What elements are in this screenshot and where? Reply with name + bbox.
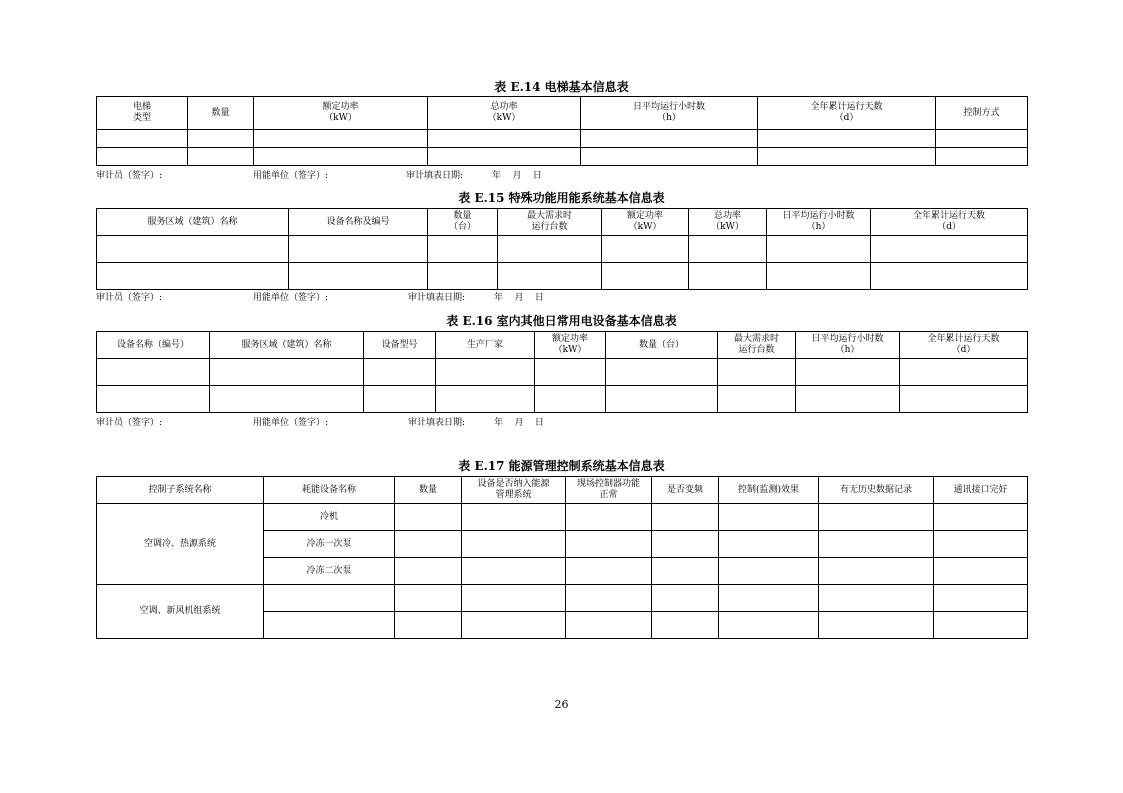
table-e16-title: 表 E.16 室内其他日常用电设备基本信息表 <box>446 314 677 328</box>
data-cell[interactable] <box>819 585 934 612</box>
header-label: 额定功率 （kW） <box>626 211 663 232</box>
header-label: 数量 <box>211 107 230 118</box>
header-cell <box>652 477 719 504</box>
header-cell <box>535 332 606 359</box>
header-label: 控制(监测)效果 <box>737 484 800 495</box>
data-cell[interactable] <box>767 236 871 263</box>
header-cell <box>264 477 395 504</box>
header-label: 设备名称及编号 <box>326 216 390 227</box>
data-cell[interactable] <box>188 130 254 148</box>
data-cell[interactable] <box>395 558 462 585</box>
date-parts: 年 月 日 <box>494 418 544 428</box>
data-cell[interactable] <box>934 504 1028 531</box>
data-cell[interactable] <box>395 612 462 639</box>
header-cell <box>428 209 498 236</box>
data-cell[interactable] <box>566 558 652 585</box>
header-cell <box>395 477 462 504</box>
header-label: 服务区域（建筑）名称 <box>147 216 238 227</box>
header-cell <box>498 209 602 236</box>
header-label: 全年累计运行天数 （d） <box>927 334 1000 355</box>
data-cell[interactable] <box>796 359 900 386</box>
table-row <box>97 263 1028 290</box>
equipment-name-cell: 冷机 <box>264 504 395 531</box>
header-label: 最大需求时 运行台数 <box>526 211 572 232</box>
header-label: 总功率 （kW） <box>487 102 521 123</box>
auditor-label: 审计员（签字）: <box>96 171 163 181</box>
header-label: 耗能设备名称 <box>301 484 356 495</box>
header-label: 额定功率 （kW） <box>551 334 588 355</box>
data-cell[interactable] <box>566 585 652 612</box>
data-cell[interactable] <box>462 558 566 585</box>
data-cell[interactable] <box>652 612 719 639</box>
data-cell[interactable] <box>566 612 652 639</box>
data-cell[interactable] <box>652 558 719 585</box>
data-cell[interactable] <box>719 558 819 585</box>
data-cell[interactable] <box>719 585 819 612</box>
equipment-name-cell[interactable] <box>264 612 395 639</box>
data-cell[interactable] <box>97 359 210 386</box>
header-label: 生产厂家 <box>466 339 503 350</box>
data-cell[interactable] <box>767 263 871 290</box>
header-cell <box>254 97 428 130</box>
data-cell[interactable] <box>934 612 1028 639</box>
data-cell[interactable] <box>719 612 819 639</box>
table-row <box>97 504 1028 531</box>
data-cell[interactable] <box>97 236 289 263</box>
unit-label: 用能单位（签字）: <box>253 418 329 428</box>
date-label: 审计填表日期: <box>408 293 466 303</box>
data-cell[interactable] <box>718 386 796 413</box>
data-cell[interactable] <box>581 148 758 166</box>
data-cell[interactable] <box>395 504 462 531</box>
date-label: 审计填表日期: <box>408 418 466 428</box>
data-cell[interactable] <box>689 236 767 263</box>
data-cell[interactable] <box>566 531 652 558</box>
data-cell[interactable] <box>602 236 689 263</box>
data-cell[interactable] <box>758 148 936 166</box>
header-cell <box>97 332 210 359</box>
data-cell[interactable] <box>97 148 188 166</box>
data-cell[interactable] <box>719 504 819 531</box>
table-row <box>97 359 1028 386</box>
header-cell <box>796 332 900 359</box>
data-cell[interactable] <box>188 148 254 166</box>
data-cell[interactable] <box>652 531 719 558</box>
header-cell <box>602 209 689 236</box>
data-cell[interactable] <box>364 386 436 413</box>
header-cell <box>718 332 796 359</box>
data-cell[interactable] <box>900 359 1028 386</box>
header-cell <box>719 477 819 504</box>
header-label: 数量（台） <box>638 339 684 350</box>
table-e15 <box>96 208 1028 290</box>
table-row <box>97 148 1028 166</box>
data-cell[interactable] <box>819 531 934 558</box>
header-label: 数量 （台） <box>448 211 476 232</box>
header-label: 设备名称（编号） <box>116 339 189 350</box>
header-label: 全年累计运行天数 （d） <box>810 102 883 123</box>
data-cell[interactable] <box>254 148 428 166</box>
data-cell[interactable] <box>652 585 719 612</box>
header-label: 日平均运行小时数 （h） <box>632 102 705 123</box>
subsystem-name-cell: 空调、新风机组系统 <box>97 585 264 639</box>
header-label: 现场控制器功能 正常 <box>576 479 640 500</box>
header-cell <box>566 477 652 504</box>
header-label: 最大需求时 运行台数 <box>733 334 779 355</box>
data-cell[interactable] <box>719 531 819 558</box>
data-cell[interactable] <box>428 148 581 166</box>
data-cell[interactable] <box>758 130 936 148</box>
data-cell[interactable] <box>97 130 188 148</box>
header-cell <box>871 209 1028 236</box>
data-cell[interactable] <box>581 130 758 148</box>
header-label: 日平均运行小时数 （h） <box>811 334 884 355</box>
table-e17-title: 表 E.17 能源管理控制系统基本信息表 <box>458 459 665 473</box>
data-cell[interactable] <box>535 359 606 386</box>
data-cell[interactable] <box>606 386 718 413</box>
table-e17 <box>96 476 1028 639</box>
data-cell[interactable] <box>462 531 566 558</box>
data-cell[interactable] <box>652 504 719 531</box>
header-label: 数量 <box>418 484 437 495</box>
header-label: 额定功率 （kW） <box>322 102 359 123</box>
data-cell[interactable] <box>462 585 566 612</box>
data-cell[interactable] <box>718 359 796 386</box>
table-e14-title: 表 E.14 电梯基本信息表 <box>494 80 629 94</box>
table-e15-title: 表 E.15 特殊功能用能系统基本信息表 <box>458 191 665 205</box>
date-parts: 年 月 日 <box>492 171 542 181</box>
data-cell[interactable] <box>796 386 900 413</box>
data-cell[interactable] <box>289 263 428 290</box>
header-cell <box>758 97 936 130</box>
header-cell <box>97 477 264 504</box>
header-cell <box>462 477 566 504</box>
data-cell[interactable] <box>97 386 210 413</box>
data-cell[interactable] <box>936 130 1028 148</box>
page-number: 26 <box>554 698 569 711</box>
data-cell[interactable] <box>871 236 1028 263</box>
data-cell[interactable] <box>210 359 364 386</box>
auditor-label: 审计员（签字）: <box>96 293 163 303</box>
data-cell[interactable] <box>428 130 581 148</box>
data-cell[interactable] <box>900 386 1028 413</box>
data-cell[interactable] <box>462 504 566 531</box>
equipment-name-cell: 冷冻二次泵 <box>264 558 395 585</box>
table-e14 <box>96 96 1028 166</box>
unit-label: 用能单位（签字）: <box>253 293 329 303</box>
header-label: 是否变频 <box>666 484 703 495</box>
auditor-label: 审计员（签字）: <box>96 418 163 428</box>
header-cell <box>428 97 581 130</box>
table-row <box>97 386 1028 413</box>
header-cell <box>97 97 188 130</box>
date-label: 审计填表日期: <box>406 171 464 181</box>
header-label: 电梯 类型 <box>132 102 151 123</box>
data-cell[interactable] <box>819 612 934 639</box>
table-e16 <box>96 331 1028 413</box>
header-label: 日平均运行小时数 （h） <box>782 211 855 232</box>
header-label: 有无历史数据记录 <box>839 484 912 495</box>
header-cell <box>436 332 535 359</box>
data-cell[interactable] <box>462 612 566 639</box>
header-cell <box>900 332 1028 359</box>
data-cell[interactable] <box>210 386 364 413</box>
equipment-name-cell[interactable] <box>264 585 395 612</box>
data-cell[interactable] <box>535 386 606 413</box>
table-row <box>97 130 1028 148</box>
data-cell[interactable] <box>936 148 1028 166</box>
data-cell[interactable] <box>436 386 535 413</box>
header-cell <box>767 209 871 236</box>
header-cell <box>936 97 1028 130</box>
unit-label: 用能单位（签字）: <box>253 171 329 181</box>
data-cell[interactable] <box>254 130 428 148</box>
data-cell[interactable] <box>395 585 462 612</box>
header-label: 控制子系统名称 <box>148 484 212 495</box>
data-cell[interactable] <box>689 263 767 290</box>
header-label: 设备是否纳入能源 管理系统 <box>477 479 550 500</box>
data-cell[interactable] <box>871 263 1028 290</box>
data-cell[interactable] <box>566 504 652 531</box>
data-cell[interactable] <box>602 263 689 290</box>
header-label: 服务区域（建筑）名称 <box>241 339 332 350</box>
data-cell[interactable] <box>819 558 934 585</box>
table-row <box>97 236 1028 263</box>
data-cell[interactable] <box>934 558 1028 585</box>
header-label: 总功率 （kW） <box>711 211 744 232</box>
header-cell <box>934 477 1028 504</box>
data-cell[interactable] <box>428 236 498 263</box>
data-cell[interactable] <box>606 359 718 386</box>
data-cell[interactable] <box>934 531 1028 558</box>
header-cell <box>581 97 758 130</box>
date-parts: 年 月 日 <box>494 293 544 303</box>
header-label: 全年累计运行天数 （d） <box>912 211 985 232</box>
header-cell <box>289 209 428 236</box>
header-cell <box>210 332 364 359</box>
data-cell[interactable] <box>498 236 602 263</box>
equipment-name-cell: 冷冻一次泵 <box>264 531 395 558</box>
subsystem-name-cell: 空调冷、热源系统 <box>97 504 264 585</box>
header-cell <box>188 97 254 130</box>
data-cell[interactable] <box>97 263 289 290</box>
data-cell[interactable] <box>428 263 498 290</box>
data-cell[interactable] <box>436 359 535 386</box>
header-cell <box>364 332 436 359</box>
data-cell[interactable] <box>934 585 1028 612</box>
header-label: 设备型号 <box>381 339 418 350</box>
data-cell[interactable] <box>395 531 462 558</box>
data-cell[interactable] <box>498 263 602 290</box>
header-label: 控制方式 <box>963 107 1000 118</box>
header-cell <box>689 209 767 236</box>
header-label: 通讯接口完好 <box>953 484 1008 495</box>
header-cell <box>97 209 289 236</box>
data-cell[interactable] <box>364 359 436 386</box>
data-cell[interactable] <box>289 236 428 263</box>
header-cell <box>606 332 718 359</box>
header-cell <box>819 477 934 504</box>
table-row <box>97 585 1028 612</box>
data-cell[interactable] <box>819 504 934 531</box>
